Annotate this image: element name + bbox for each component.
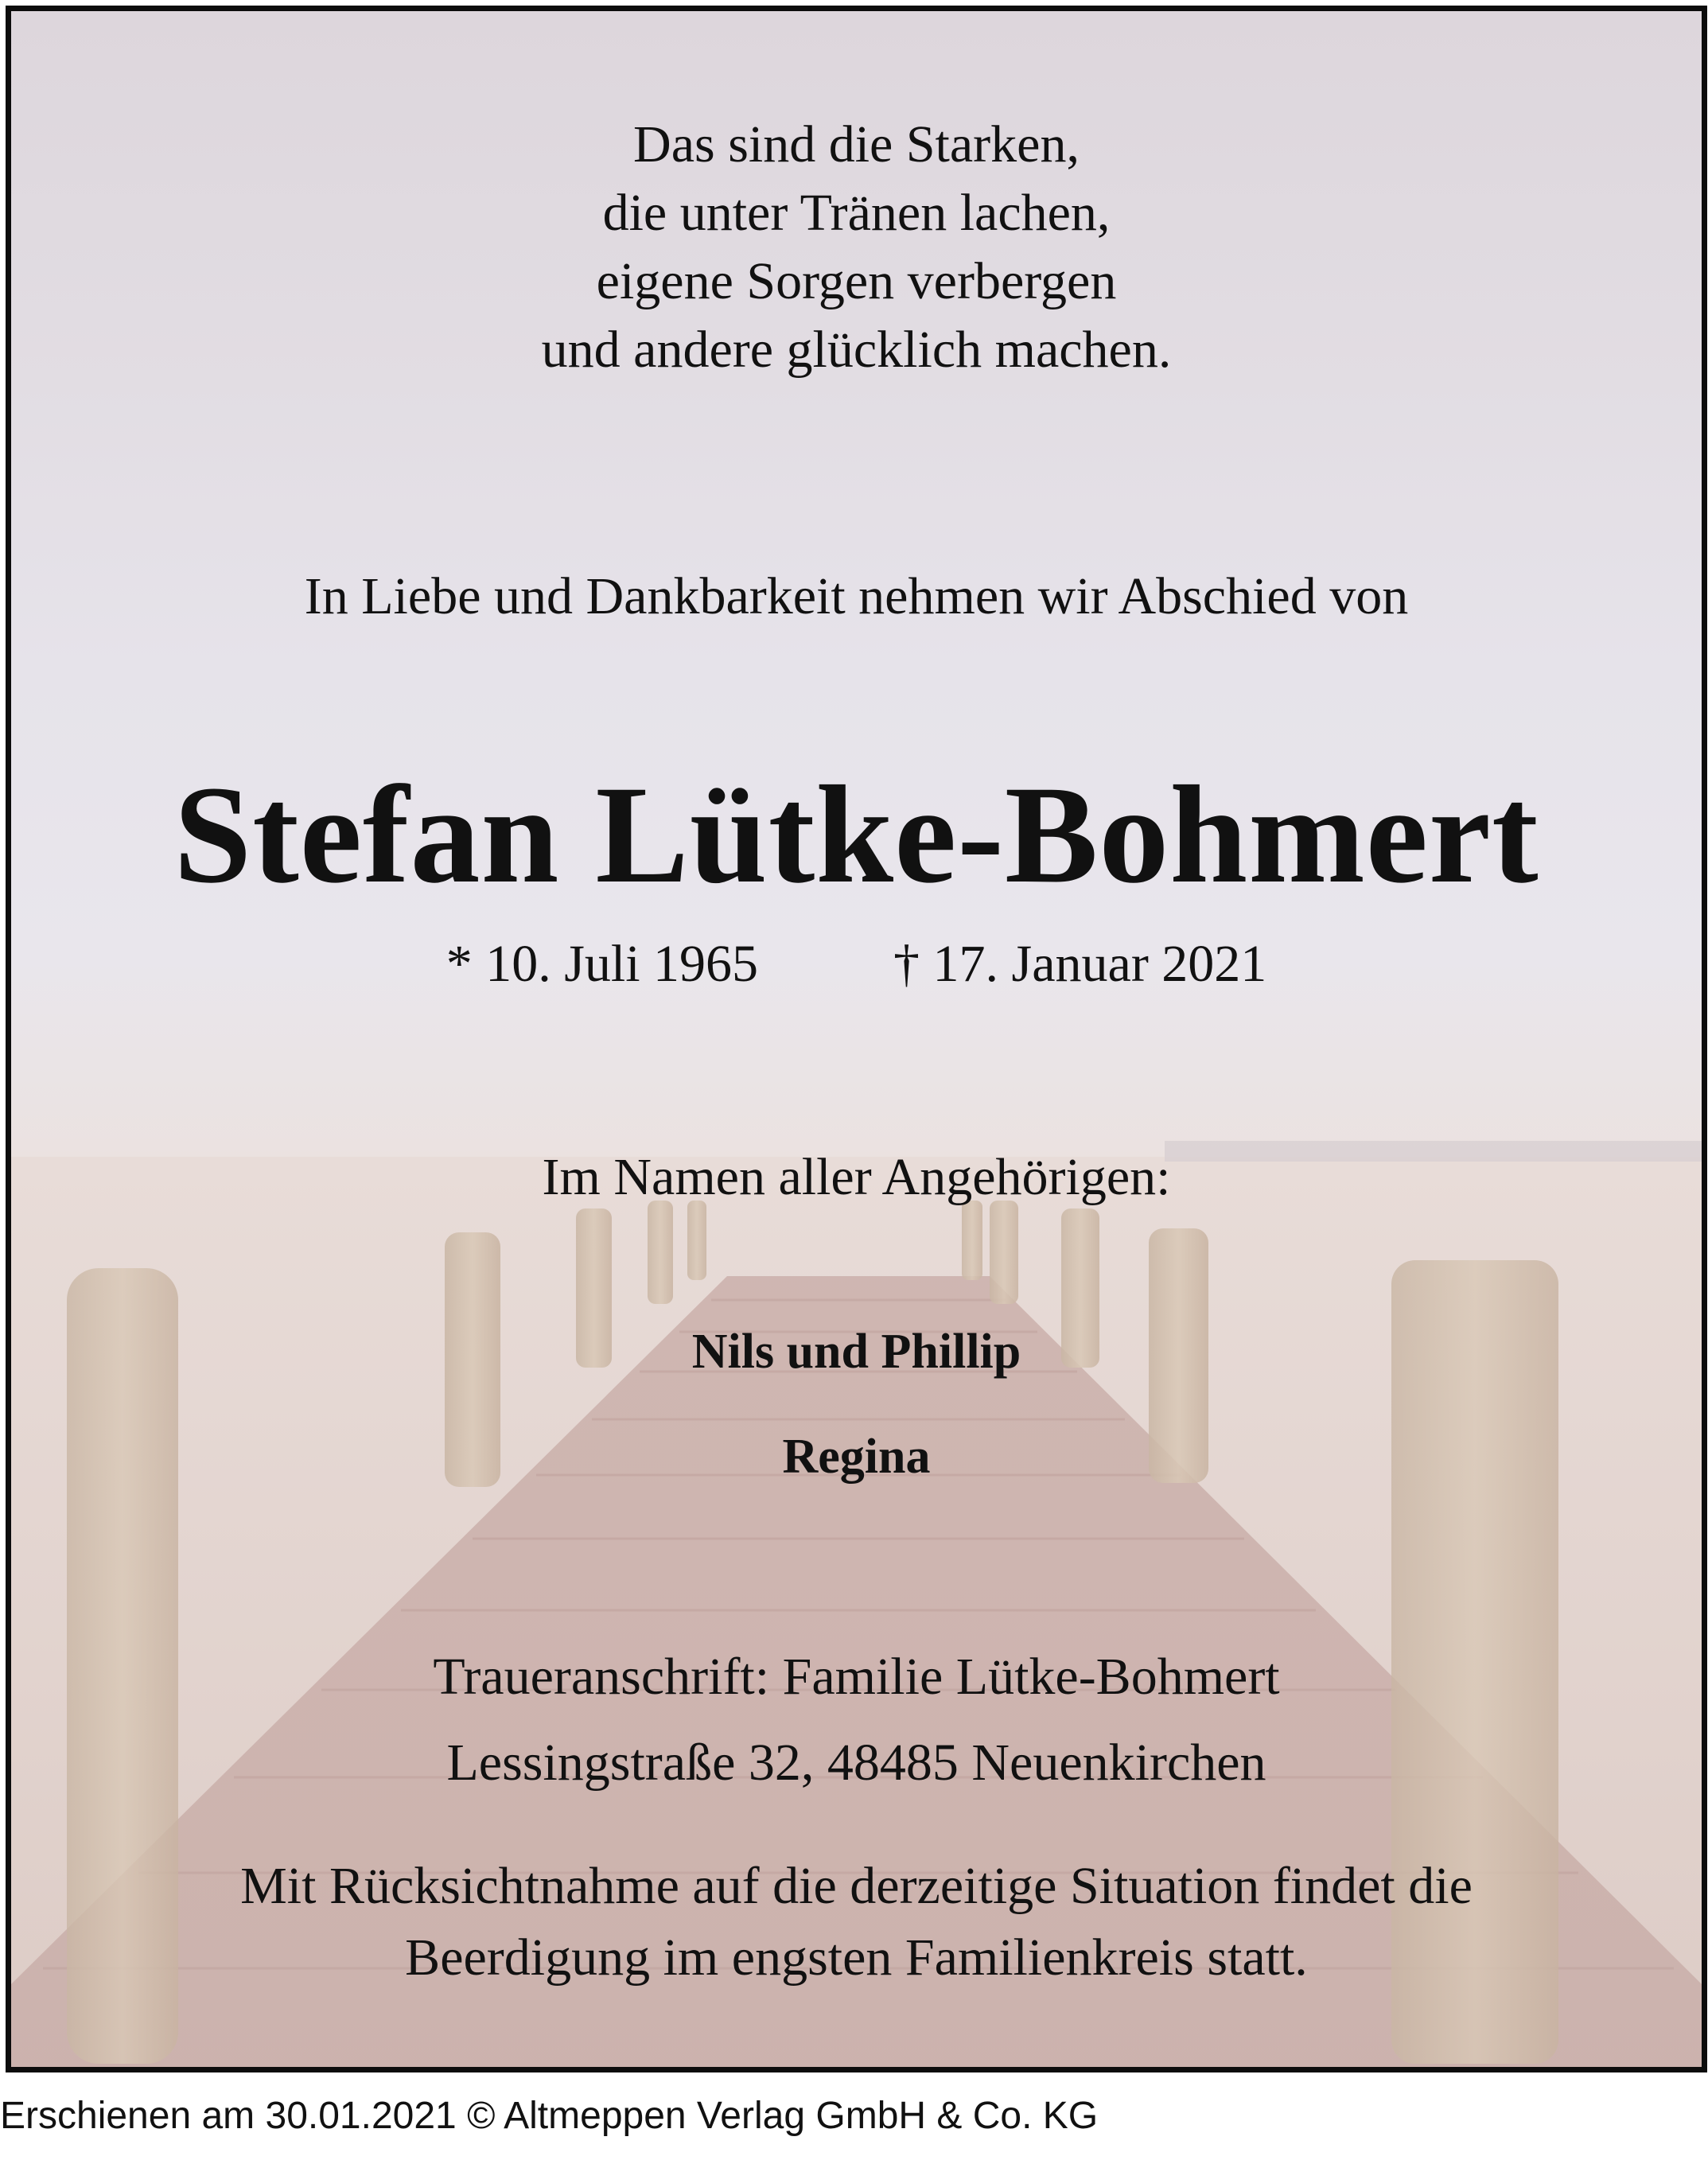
address-line: Lessingstraße 32, 48485 Neuenkirchen — [446, 1734, 1266, 1792]
poem-line: die unter Tränen lachen, — [602, 184, 1111, 242]
obituary-frame — [6, 6, 1707, 2072]
birth-date: * 10. Juli 1965 — [445, 935, 759, 993]
funeral-note-line: Mit Rücksichtnahme auf die derzeitige Situation findet die — [240, 1857, 1473, 1915]
address-line: Traueranschrift: Familie Lütke-Bohmert — [433, 1648, 1280, 1706]
poem — [11, 111, 1702, 384]
funeral-note-line: Beerdigung im engsten Familienkreis statt. — [405, 1928, 1308, 1987]
mourner-names: Regina — [782, 1430, 931, 1484]
mourner-names: Nils und Phillip — [691, 1325, 1021, 1379]
farewell-intro: In Liebe und Dankbarkeit nehmen wir Abschied von — [304, 567, 1409, 625]
funeral-note — [11, 1851, 1702, 1994]
poem-line: und andere glücklich machen. — [541, 321, 1172, 379]
deceased-name: Stefan Lütke-Bohmert — [173, 757, 1539, 913]
publication-footer: Erschienen am 30.01.2021 © Altmeppen Verlag GmbH & Co. KG — [0, 2095, 1099, 2137]
poem-line: eigene Sorgen verbergen — [596, 252, 1117, 310]
life-dates — [11, 934, 1702, 994]
poem-line: Das sind die Starken, — [633, 115, 1080, 173]
signoff: Im Namen aller Angehörigen: — [542, 1148, 1171, 1206]
death-date: † 17. Januar 2021 — [893, 935, 1267, 993]
obituary-text — [11, 11, 1702, 2067]
mourning-address — [11, 1634, 1702, 1806]
